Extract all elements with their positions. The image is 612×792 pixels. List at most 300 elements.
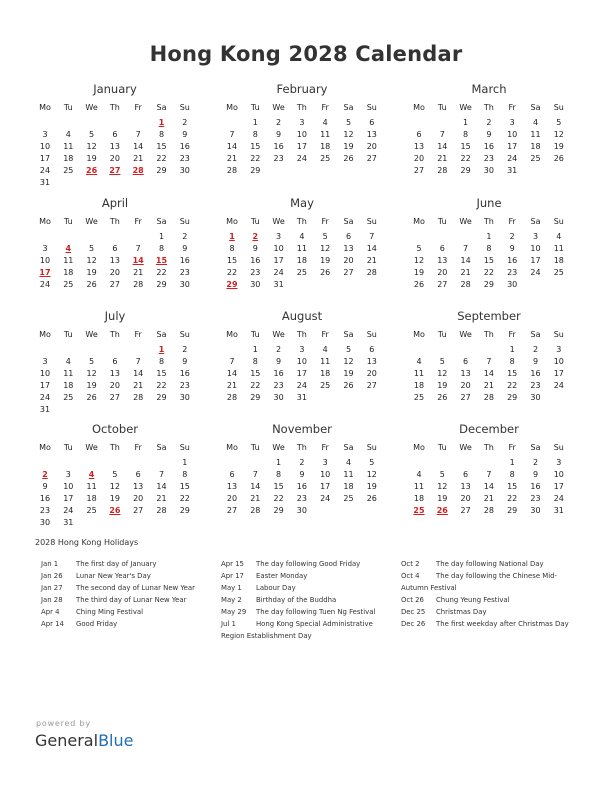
holiday-day-cell: 15: [155, 256, 168, 265]
day-cell: 24: [296, 154, 307, 163]
day-cell: 28: [483, 393, 494, 402]
day-cell: 3: [42, 357, 48, 366]
day-cell: 10: [507, 130, 518, 139]
day-cell: 9: [486, 130, 492, 139]
weekday-label: Fr: [508, 330, 516, 339]
weekday-label: Sa: [156, 443, 167, 452]
day-cell: 22: [156, 381, 167, 390]
day-cell: 19: [413, 268, 425, 277]
holiday-day-cell: 27: [109, 166, 121, 175]
day-cell: 9: [42, 482, 48, 491]
day-cell: 8: [182, 470, 188, 479]
day-cell: 25: [63, 393, 74, 402]
day-cell: 12: [366, 470, 377, 479]
day-cell: 9: [252, 244, 258, 253]
weekday-label: Tu: [437, 330, 447, 339]
weekday-label: Mo: [39, 217, 51, 226]
holiday-name: Good Friday: [76, 620, 118, 628]
day-cell: 22: [507, 494, 518, 503]
day-cell: 15: [179, 482, 190, 491]
day-cell: 9: [509, 244, 515, 253]
day-cell: 11: [553, 244, 564, 253]
weekday-header: [222, 442, 382, 454]
day-cell: 26: [366, 494, 377, 503]
day-cell: 3: [322, 458, 328, 467]
holiday-date: May 29: [221, 608, 247, 616]
day-cell: 2: [276, 345, 282, 354]
holiday-item: [401, 594, 510, 606]
day-cell: 18: [553, 256, 564, 265]
day-cell: 16: [39, 494, 51, 503]
holiday-day-cell: 17: [39, 268, 51, 277]
day-cell: 24: [63, 506, 74, 515]
day-cell: 2: [182, 118, 188, 127]
weekday-label: Fr: [321, 330, 329, 339]
weekday-label: Fr: [508, 217, 516, 226]
month-january: [35, 82, 195, 189]
day-cell: 23: [507, 268, 518, 277]
day-cell: 30: [507, 280, 518, 289]
day-cell: 3: [42, 130, 48, 139]
day-cell: 19: [343, 142, 354, 151]
holiday-day-cell: 1: [158, 118, 165, 127]
day-cell: 7: [135, 357, 141, 366]
day-cell: 12: [437, 482, 448, 491]
day-cell: 4: [65, 130, 71, 139]
month-july: [35, 309, 195, 416]
day-cell: 9: [276, 357, 282, 366]
day-cell: 4: [299, 232, 305, 241]
day-cell: 25: [320, 154, 331, 163]
day-cell: 31: [39, 405, 51, 414]
weekday-label: Tu: [250, 217, 260, 226]
weekday-label: Th: [483, 103, 494, 112]
day-cell: 19: [320, 256, 331, 265]
weekday-label: We: [85, 330, 98, 339]
day-cell: 8: [158, 244, 165, 253]
holiday-date: Apr 17: [221, 572, 244, 580]
day-grid: [222, 344, 382, 416]
day-cell: 20: [226, 494, 238, 503]
day-cell: 13: [460, 482, 471, 491]
day-cell: 7: [369, 232, 375, 241]
holiday-day-cell: 4: [65, 244, 72, 253]
month-june: [409, 196, 569, 303]
weekday-header: [409, 329, 569, 341]
weekday-label: Mo: [39, 330, 51, 339]
holiday-name: The day following Good Friday: [256, 560, 361, 568]
day-cell: 21: [226, 381, 238, 390]
day-cell: 3: [532, 232, 539, 241]
day-cell: 16: [530, 369, 541, 378]
day-cell: 1: [509, 345, 515, 354]
day-cell: 20: [343, 256, 354, 265]
day-cell: 18: [63, 381, 74, 390]
day-cell: 27: [226, 506, 238, 515]
weekday-label: Mo: [226, 103, 238, 112]
holiday-date: Jan 27: [41, 584, 63, 592]
day-cell: 22: [507, 381, 518, 390]
day-cell: 26: [437, 393, 448, 402]
day-cell: 23: [273, 381, 284, 390]
day-cell: 24: [296, 381, 307, 390]
holiday-date: Apr 4: [41, 608, 60, 616]
day-cell: 26: [86, 280, 97, 289]
day-cell: 18: [86, 494, 97, 503]
day-cell: 31: [553, 506, 564, 515]
month-december: [409, 422, 569, 529]
holiday-item: [401, 618, 569, 630]
weekday-label: Mo: [226, 443, 238, 452]
day-cell: 24: [39, 166, 51, 175]
day-cell: 26: [86, 393, 97, 402]
day-cell: 11: [296, 244, 307, 253]
day-cell: 31: [273, 280, 284, 289]
weekday-label: Sa: [530, 443, 541, 452]
day-cell: 12: [109, 482, 120, 491]
day-cell: 8: [252, 357, 258, 366]
day-cell: 3: [556, 345, 562, 354]
day-cell: 27: [413, 166, 425, 175]
day-cell: 4: [322, 118, 328, 127]
day-cell: 28: [250, 506, 261, 515]
weekday-label: Su: [179, 330, 190, 339]
day-cell: 29: [179, 506, 190, 515]
day-cell: 3: [65, 470, 71, 479]
brand-logo[interactable]: [35, 731, 133, 750]
weekday-label: Tu: [63, 443, 73, 452]
day-cell: 15: [156, 142, 167, 151]
day-cell: 14: [483, 482, 494, 491]
weekday-label: Fr: [134, 330, 142, 339]
holiday-name: The first day of January: [76, 560, 157, 568]
day-cell: 20: [133, 494, 144, 503]
day-grid: [409, 231, 569, 303]
day-cell: 11: [320, 130, 331, 139]
day-cell: 22: [250, 154, 261, 163]
day-cell: 8: [486, 244, 492, 253]
day-cell: 29: [250, 393, 261, 402]
day-cell: 12: [343, 357, 354, 366]
holiday-date: Apr 15: [221, 560, 244, 568]
day-cell: 29: [460, 166, 471, 175]
page-title: Hong Kong 2028 Calendar: [149, 42, 463, 66]
day-cell: 18: [530, 142, 541, 151]
day-cell: 12: [553, 130, 564, 139]
day-cell: 23: [483, 154, 494, 163]
holiday-item: [401, 606, 487, 618]
day-cell: 15: [483, 256, 494, 265]
day-grid: [222, 117, 382, 189]
day-cell: 8: [509, 470, 515, 479]
day-cell: 16: [179, 256, 190, 265]
day-cell: 27: [109, 393, 120, 402]
holiday-column: [221, 558, 376, 642]
day-cell: 30: [483, 166, 494, 175]
day-cell: 15: [250, 369, 261, 378]
weekday-label: Fr: [508, 103, 516, 112]
holiday-day-cell: 1: [229, 232, 235, 241]
day-cell: 6: [135, 470, 141, 479]
day-cell: 16: [483, 142, 494, 151]
day-cell: 18: [413, 494, 425, 503]
day-cell: 27: [460, 393, 471, 402]
day-cell: 2: [276, 118, 282, 127]
day-cell: 10: [273, 244, 284, 253]
day-cell: 3: [276, 232, 282, 241]
day-cell: 24: [320, 494, 331, 503]
day-cell: 6: [369, 118, 375, 127]
weekday-label: Su: [366, 330, 377, 339]
holidays-heading: 2028 Hong Kong Holidays: [35, 538, 139, 547]
weekday-label: Su: [553, 330, 564, 339]
day-cell: 5: [439, 357, 445, 366]
day-cell: 4: [416, 470, 422, 479]
weekday-label: Th: [109, 443, 120, 452]
day-cell: 28: [437, 166, 448, 175]
weekday-header: [409, 216, 569, 228]
month-name: August: [281, 309, 323, 323]
day-cell: 17: [39, 381, 51, 390]
day-cell: 22: [483, 268, 494, 277]
day-cell: 20: [109, 154, 120, 163]
weekday-label: We: [272, 217, 285, 226]
weekday-label: Fr: [321, 103, 329, 112]
day-cell: 31: [39, 178, 51, 187]
holiday-day-cell: 1: [158, 345, 165, 354]
day-cell: 8: [158, 357, 165, 366]
day-cell: 26: [413, 280, 425, 289]
day-cell: 20: [109, 268, 120, 277]
day-cell: 13: [437, 256, 448, 265]
day-cell: 7: [463, 244, 469, 253]
holiday-name-continued: Autumn Festival: [401, 584, 457, 592]
day-cell: 18: [343, 482, 354, 491]
day-cell: 5: [416, 244, 422, 253]
day-cell: 23: [179, 268, 190, 277]
month-name: October: [91, 422, 139, 436]
day-cell: 21: [483, 381, 494, 390]
holiday-item: [221, 618, 373, 630]
day-cell: 23: [179, 381, 190, 390]
weekday-label: Mo: [39, 443, 51, 452]
month-october: [35, 422, 195, 529]
day-cell: 12: [86, 142, 97, 151]
weekday-label: We: [85, 217, 98, 226]
day-cell: 28: [133, 393, 144, 402]
day-cell: 5: [89, 357, 95, 366]
day-cell: 6: [463, 357, 469, 366]
day-cell: 30: [296, 506, 307, 515]
day-cell: 14: [437, 142, 448, 151]
day-cell: 28: [226, 393, 238, 402]
day-cell: 13: [460, 369, 471, 378]
day-cell: 19: [86, 268, 97, 277]
day-cell: 20: [366, 369, 377, 378]
day-cell: 24: [507, 154, 518, 163]
day-cell: 5: [345, 118, 352, 127]
day-cell: 14: [460, 256, 471, 265]
day-cell: 5: [89, 244, 95, 253]
day-cell: 22: [250, 381, 261, 390]
day-cell: 24: [39, 280, 51, 289]
day-cell: 12: [413, 256, 425, 265]
day-cell: 14: [133, 142, 144, 151]
day-cell: 12: [437, 369, 448, 378]
day-cell: 13: [109, 142, 120, 151]
holiday-day-cell: 14: [132, 256, 144, 265]
day-cell: 21: [133, 154, 144, 163]
day-cell: 27: [460, 506, 471, 515]
day-cell: 22: [226, 268, 238, 277]
holiday-day-cell: 26: [436, 506, 448, 515]
day-cell: 12: [86, 369, 97, 378]
weekday-header: [35, 102, 195, 114]
day-cell: 11: [63, 142, 74, 151]
weekday-label: We: [459, 217, 472, 226]
day-cell: 23: [250, 268, 261, 277]
day-cell: 15: [226, 256, 238, 265]
day-cell: 16: [530, 482, 541, 491]
day-cell: 18: [320, 142, 331, 151]
weekday-label: Th: [296, 330, 307, 339]
day-cell: 3: [556, 458, 562, 467]
day-cell: 19: [86, 381, 97, 390]
day-cell: 29: [156, 166, 167, 175]
day-cell: 31: [296, 393, 307, 402]
weekday-label: We: [459, 330, 472, 339]
holiday-day-cell: 2: [42, 470, 48, 479]
holiday-date: Dec 26: [401, 620, 426, 628]
day-cell: 5: [556, 118, 562, 127]
day-cell: 8: [463, 130, 469, 139]
day-cell: 10: [63, 482, 74, 491]
day-cell: 17: [63, 494, 74, 503]
day-cell: 29: [507, 393, 518, 402]
day-cell: 25: [553, 268, 564, 277]
day-cell: 29: [483, 280, 494, 289]
day-cell: 21: [460, 268, 471, 277]
day-cell: 21: [250, 494, 261, 503]
weekday-label: Tu: [437, 103, 447, 112]
day-cell: 22: [156, 268, 167, 277]
day-cell: 2: [182, 345, 188, 354]
day-cell: 6: [112, 244, 118, 253]
day-cell: 1: [463, 118, 469, 127]
weekday-label: Su: [179, 103, 190, 112]
day-cell: 15: [460, 142, 471, 151]
holiday-name: Birthday of the Buddha: [256, 596, 337, 604]
day-cell: 14: [366, 244, 377, 253]
holiday-day-cell: 4: [88, 470, 95, 479]
weekday-label: Fr: [134, 443, 142, 452]
day-cell: 6: [345, 232, 352, 241]
day-cell: 30: [530, 506, 541, 515]
day-cell: 22: [156, 154, 167, 163]
weekday-header: [35, 442, 195, 454]
day-cell: 30: [39, 518, 51, 527]
month-name: May: [290, 196, 314, 210]
weekday-label: Su: [366, 103, 377, 112]
weekday-label: Th: [296, 103, 307, 112]
day-cell: 15: [250, 142, 261, 151]
weekday-label: Sa: [343, 217, 354, 226]
holiday-date: Apr 14: [41, 620, 64, 628]
day-cell: 30: [179, 393, 190, 402]
day-cell: 12: [343, 130, 354, 139]
weekday-label: Tu: [250, 103, 260, 112]
day-cell: 17: [296, 369, 307, 378]
day-cell: 25: [343, 494, 354, 503]
day-cell: 15: [507, 369, 518, 378]
day-cell: 17: [530, 256, 541, 265]
day-cell: 30: [179, 166, 190, 175]
weekday-label: Th: [109, 330, 120, 339]
day-cell: 19: [553, 142, 564, 151]
day-cell: 19: [437, 381, 448, 390]
day-cell: 28: [460, 280, 471, 289]
holiday-day-cell: 25: [413, 506, 425, 515]
day-cell: 1: [276, 458, 282, 467]
day-cell: 1: [182, 458, 188, 467]
weekday-label: Th: [483, 330, 494, 339]
day-cell: 2: [532, 458, 539, 467]
day-cell: 16: [273, 369, 284, 378]
day-cell: 8: [509, 357, 515, 366]
powered-by-text: powered by: [36, 719, 91, 728]
weekday-header: [409, 442, 569, 454]
day-cell: 9: [532, 470, 539, 479]
holiday-day-cell: 28: [132, 166, 144, 175]
day-cell: 2: [486, 118, 492, 127]
day-grid: [35, 231, 195, 303]
month-name: January: [93, 82, 137, 96]
day-cell: 8: [276, 470, 282, 479]
holiday-date: Dec 25: [401, 608, 426, 616]
weekday-label: Su: [366, 217, 377, 226]
day-cell: 24: [39, 393, 51, 402]
day-cell: 8: [229, 244, 235, 253]
weekday-header: [35, 216, 195, 228]
holiday-item: [401, 570, 557, 582]
month-name: December: [459, 422, 519, 436]
weekday-label: Th: [109, 217, 120, 226]
day-grid: [222, 231, 382, 303]
day-cell: 14: [226, 142, 238, 151]
day-cell: 21: [483, 494, 494, 503]
holiday-day-cell: 29: [226, 280, 238, 289]
holiday-item: [221, 570, 312, 582]
weekday-label: Fr: [321, 217, 329, 226]
holiday-date: May 1: [221, 584, 242, 592]
day-cell: 4: [322, 345, 328, 354]
weekday-label: We: [272, 103, 285, 112]
brand-general: General: [35, 731, 99, 750]
weekday-label: We: [85, 103, 98, 112]
day-cell: 20: [413, 154, 425, 163]
day-cell: 10: [39, 369, 51, 378]
month-august: [222, 309, 382, 416]
day-cell: 20: [366, 142, 377, 151]
day-cell: 23: [39, 506, 51, 515]
weekday-label: Fr: [134, 217, 142, 226]
weekday-label: Fr: [508, 443, 516, 452]
day-cell: 29: [273, 506, 284, 515]
day-cell: 7: [229, 130, 235, 139]
holiday-name: The day following National Day: [436, 560, 544, 568]
day-cell: 5: [439, 470, 445, 479]
day-cell: 16: [273, 142, 284, 151]
